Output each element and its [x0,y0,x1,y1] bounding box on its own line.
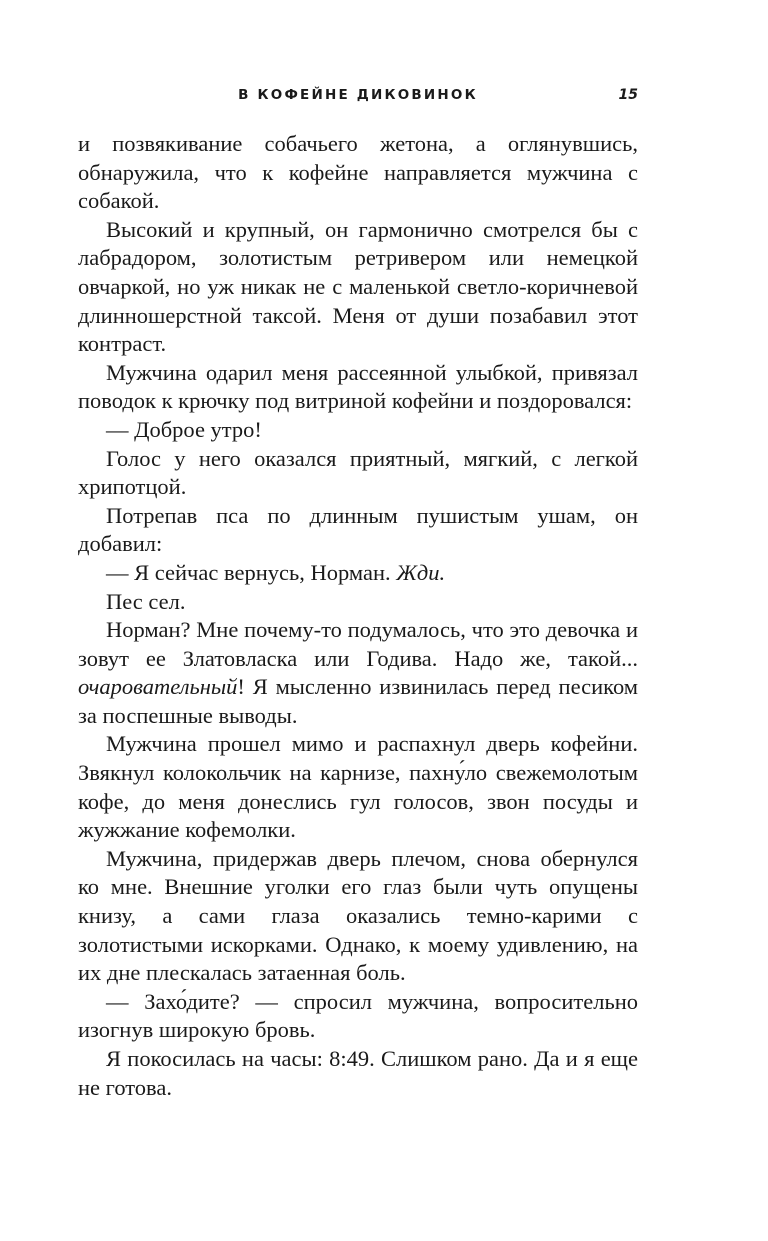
page-number: 15 [618,87,638,103]
paragraph: Пес сел. [106,588,186,614]
paragraph: Мужчина одарил меня рассеянной улыбкой, привязал поводок к крючку под витриной кофейни и поздоровался: [78,359,638,414]
paragraph-text: Норман? Мне почему-то подумалось, что это девочка и зовут ее Златовласка или Годива. Надо же, такой... [78,617,638,671]
dialogue-line: — Доброе утро! [106,416,262,442]
paragraph: Высокий и крупный, он гармонично смотрелся бы с лабрадором, золотистым ретривером или немецкой овчаркой, но уж никак не с маленькой светло-коричневой длинношерстной таксой. Меня от души позабавил этот контраст. [78,216,638,357]
running-title: В КОФЕЙНЕ ДИКОВИНОК [238,87,478,103]
running-head [78,84,638,106]
paragraph: Я покосилась на часы: 8:49. Слишком рано. Да и я еще не готова. [78,1046,638,1100]
paragraph-continued: и позвякивание собачьего жетона, а оглянувшись, обнаружила, что к кофейне направляется мужчина с собакой. [78,131,638,214]
emphasis-text: Жди. [396,559,446,585]
dialogue-line [78,559,638,588]
body-text [78,130,638,1102]
paragraph: Голос у него оказался приятный, мягкий, с легкой хрипотцой. [78,445,638,500]
dialogue-line: — Захо́дите? — спросил мужчина, вопросительно изогнув широкую бровь. [78,988,638,1043]
paragraph: Мужчина, придержав дверь плечом, снова обернулся ко мне. Внешние уголки его глаз были чуть опущены книзу, а сами глаза оказались темно-карими с золотистыми искорками. Однако, к моему удивлению, на их дне плескалась затаенная боль. [78,845,638,986]
paragraph [78,616,638,730]
dialogue-text: — Я сейчас вернусь, Норман. [106,559,397,585]
emphasis-text: очаровательный [78,674,238,700]
paragraph: Мужчина прошел мимо и распахнул дверь кофейни. Звякнул колокольчик на карнизе, пахну́ло свежемолотым кофе, до меня донеслись гул голосов, звон посуды и жужжание кофемолки. [78,731,638,843]
paragraph: Потрепав пса по длинным пушистым ушам, он добавил: [78,502,638,557]
paragraph-text: ! Я мысленно извинилась перед песиком за поспешные выводы. [78,674,638,728]
